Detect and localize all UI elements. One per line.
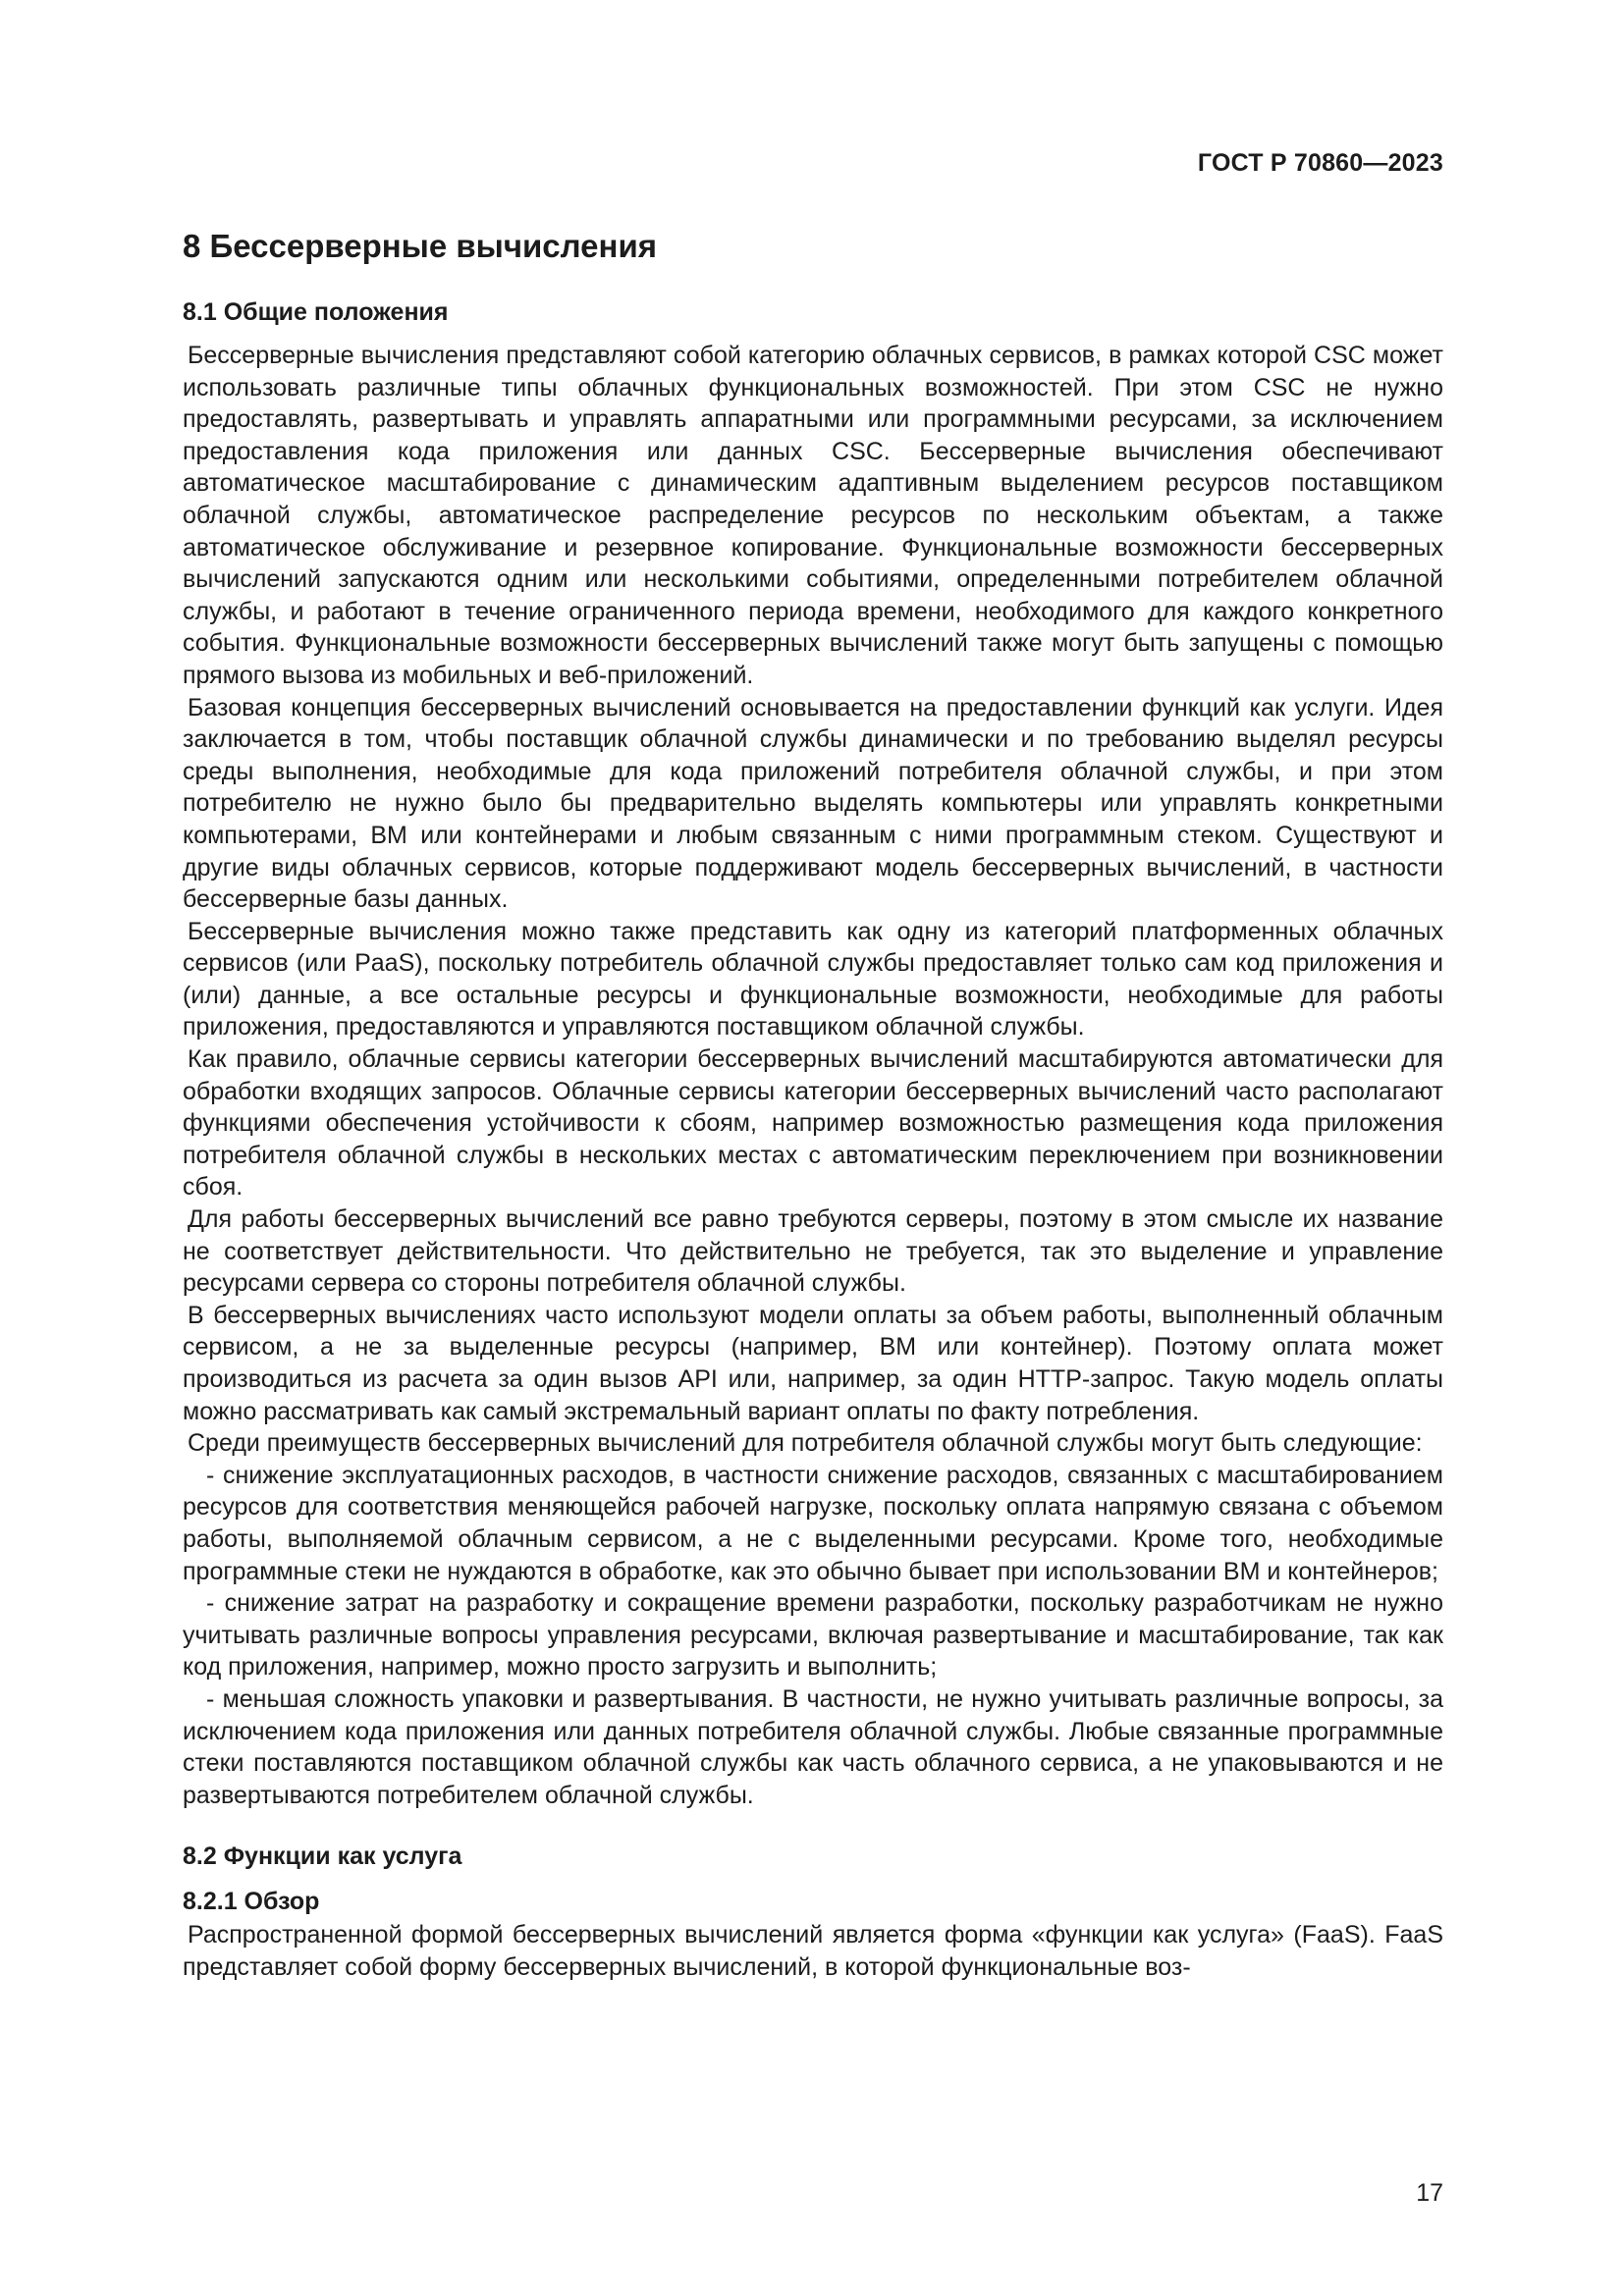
section-8-1-title: 8.1 Общие положения [183,298,449,326]
paragraph-5: Для работы бессерверных вычислений все равно требуются серверы, поэтому в этом смысле их название не соответствует действительности. Что действительно не требуется, так это выделение и управление ресурсами сервера со стороны потребителя облачной службы. [183,1205,1443,1298]
section-8-title: 8 Бессерверные вычисления [183,228,657,264]
document-designation: ГОСТ Р 70860—2023 [1197,149,1443,177]
section-8-2-title: 8.2 Функции как услуга [183,1842,462,1871]
paragraph-2: Базовая концепция бессерверных вычислений основывается на предоставлении функций как услуги. Идея заключается в том, чтобы поставщик облачной службы динамически и по требованию выделял ресурсы среды выполнения, необходимые для кода приложений потребителя облачной службы, и при этом потребителю не нужно было бы предварительно выделять компьютеры или управлять конкретными компьютерами, ВМ или контейнерами и любым связанным с ними программным стеком. Существуют и другие виды облачных сервисов, которые поддерживают модель бессерверных вычислений, в частности бессерверные базы данных. [183,693,1443,914]
paragraph-7: Среди преимуществ бессерверных вычислений для потребителя облачной службы могут быть следующие: [188,1429,1423,1458]
page-number: 17 [1416,2179,1443,2207]
paragraph-4: Как правило, облачные сервисы категории бессерверных вычислений масштабируются автоматически для обработки входящих запросов. Облачные сервисы категории бессерверных вычислений часто располагают функциями обеспечения устойчивости к сбоям, например возможностью размещения кода приложения потребителя облачной службы в нескольких местах с автоматическим переключением при возникновении сбоя. [183,1045,1443,1201]
paragraph-8-2-1: Распространенной формой бессерверных вычислений является форма «функции как услуга» (FaaS). FaaS представляет собой форму бессерверных вычислений, в которой функциональные воз- [183,1921,1443,1981]
paragraph-1: Бессерверные вычисления представляют собой категорию облачных сервисов, в рамках которой CSC может использовать различные типы облачных функциональных возможностей. При этом CSC не нужно предоставлять, развертывать и управлять аппаратными или программными ресурсами, за исключением предоставления кода приложения или данных CSC. Бессерверные вычисления обеспечивают автоматическое масштабирование с динамическим адаптивным выделением ресурсов поставщиком облачной службы, автоматическое распределение ресурсов по нескольким объектам, а также автоматическое обслуживание и резервное копирование. Функциональные возможности бессерверных вычислений запускаются одним или несколькими событиями, определенными потребителем облачной службы, и работают в течение ограниченного периода времени, необходимого для каждого конкретного события. Функциональные возможности бессерверных вычислений также могут быть запущены с помощью прямого вызова из мобильных и веб-приложений. [183,342,1443,689]
list-item: - меньшая сложность упаковки и развертывания. В частности, не нужно учитывать различные вопросы, за исключением кода приложения или данных потребителя облачной службы. Любые связанные программные стеки поставляются поставщиком облачной службы как часть облачного сервиса, а не упаковываются и не развертываются потребителем облачной службы. [183,1684,1443,1809]
list-item: - снижение эксплуатационных расходов, в частности снижение расходов, связанных с масштабированием ресурсов для соответствия меняющейся рабочей нагрузке, поскольку оплата напрямую связана с объемом работы, выполняемой облачным сервисом, а не с выделенными ресурсами. Кроме того, необходимые программные стеки не нуждаются в обработке, как это обычно бывает при использовании ВМ и контейнеров; [183,1461,1443,1585]
paragraph-6: В бессерверных вычислениях часто используют модели оплаты за объем работы, выполненный облачным сервисом, а не за выделенные ресурсы (например, ВМ или контейнер). Поэтому оплата может производиться из расчета за один вызов API или, например, за один HTTP-запрос. Такую модель оплаты можно рассматривать как самый экстремальный вариант оплаты по факту потребления. [183,1301,1443,1425]
list-item: - снижение затрат на разработку и сокращение времени разработки, поскольку разработчикам не нужно учитывать различные вопросы управления ресурсами, включая развертывание и масштабирование, так как код приложения, например, можно просто загрузить и выполнить; [183,1589,1443,1682]
section-8-2-1-title: 8.2.1 Обзор [183,1888,320,1916]
page-content [183,222,1443,1984]
paragraph-3: Бессерверные вычисления можно также представить как одну из категорий платформенных облачных сервисов (или PaaS), поскольку потребитель облачной службы предоставляет только сам код приложения и (или) данные, а все остальные ресурсы и функциональные возможности, необходимые для работы приложения, предоставляются и управляются поставщиком облачной службы. [183,917,1443,1041]
